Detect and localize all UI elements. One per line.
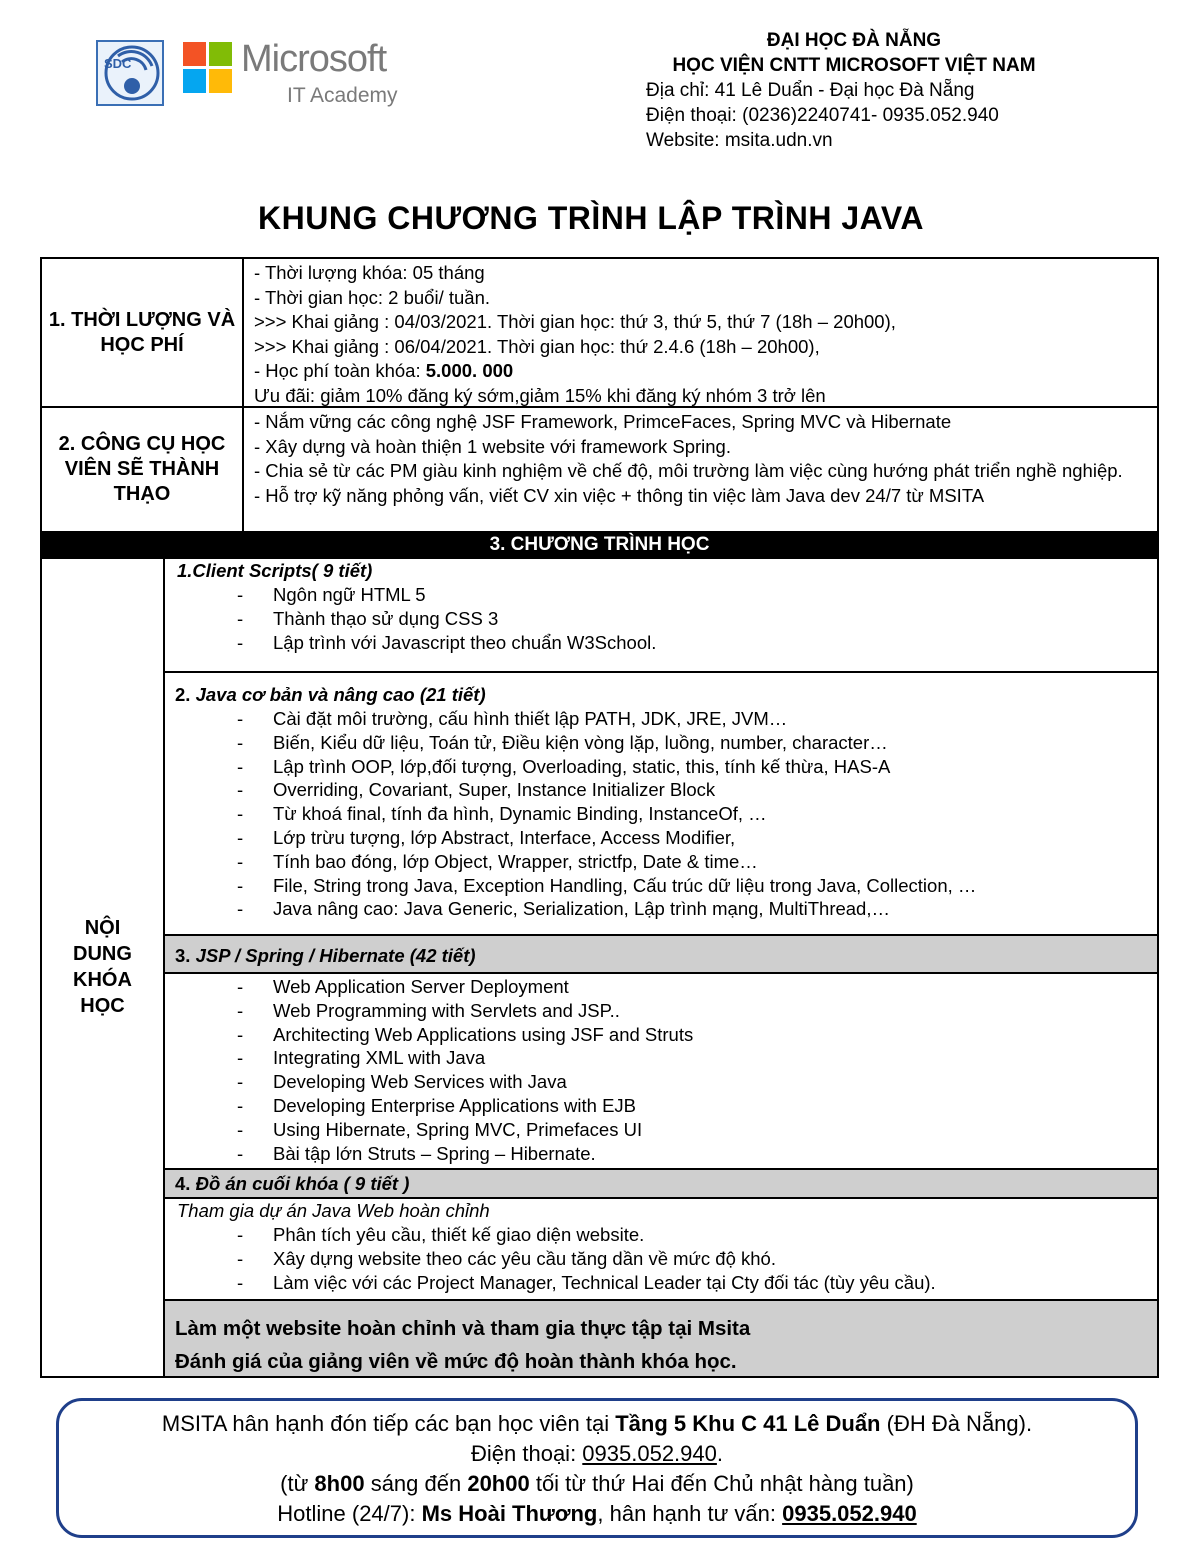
opening-line-1: >>> Khai giảng : 04/03/2021. Thời gian học: thứ 3, thứ 5, thứ 7 (18h – 20h00), [254,311,896,332]
skill-line-3: - Chia sẻ từ các PM giàu kinh nghiệm về chế độ, môi trường làm việc cùng hướng phát triển nghề nghiệp. [254,460,1123,481]
list-item: - Ngôn ngữ HTML 5 [237,584,426,605]
section3-header: 3. CHƯƠNG TRÌNH HỌC [40,531,1159,559]
fee-value: 5.000. 000 [425,360,514,381]
module-jsp-spring [165,972,1157,1168]
list-item: - Developing Web Services with Java [237,1071,567,1093]
sdc-text: SDC [104,56,132,71]
list-item: - Integrating XML with Java [237,1047,486,1069]
list-item: - Xây dựng website theo các yêu cầu tăng dần về mức độ khó. [237,1247,776,1269]
fee-label: - Học phí toàn khóa: [254,360,426,381]
list-item: - Using Hibernate, Spring MVC, Primefaces UI [237,1118,643,1140]
module3-title: 3. JSP / Spring / Hibernate (42 tiết) [175,945,476,966]
phone-line: Điện thoại: (0236)2240741- 0935.052.940 [646,105,999,126]
module-java-core [165,671,1157,934]
list-item: - Developing Enterprise Applications with EJB [237,1094,636,1116]
module4-title: 4. Đồ án cuối khóa ( 9 tiết ) [175,1173,410,1194]
opening-line-2: >>> Khai giảng : 06/04/2021. Thời gian học: thứ 2.4.6 (18h – 20h00), [254,335,820,357]
contact-box [56,1398,1138,1538]
module4-intro: Tham gia dự án Java Web hoàn chỉnh [177,1200,490,1221]
module4-title-row [165,1168,1157,1197]
website-line: Website: msita.udn.vn [646,130,833,151]
curriculum-side-label: NỘI DUNG KHÓA HỌC [42,557,165,1376]
skill-line-4: - Hỗ trợ kỹ năng phỏng vấn, viết CV xin việc + thông tin việc làm Java dev 24/7 từ MSITA [254,484,985,506]
phone-link[interactable]: 0935.052.940 [582,1441,717,1466]
section2-label: 2. CÔNG CỤ HỌC VIÊN SẼ THÀNH THẠO [42,408,244,531]
address-line: Địa chỉ: 41 Lê Duẩn - Đại học Đà Nẵng [646,80,975,101]
list-item: - Java nâng cao: Java Generic, Serialization, Lập trình mạng, MultiThread,… [237,898,890,920]
module-final-project [165,1197,1157,1299]
section-duration-fee [40,257,1159,408]
list-item: - Lập trình với Javascript theo chuẩn W3School. [237,631,657,653]
academy-name: HỌC VIỆN CNTT MICROSOFT VIỆT NAM [672,55,1036,76]
list-item: - Làm việc với các Project Manager, Technical Leader tại Cty đối tác (tùy yêu cầu). [237,1271,936,1293]
final-outcome-1: Làm một website hoàn chỉnh và tham gia thực tập tại Msita [175,1317,751,1340]
list-item: - Lớp trừu tượng, lớp Abstract, Interface, Access Modifier, [237,826,736,848]
skill-line-2: - Xây dựng và hoàn thiện 1 website với framework Spring. [254,435,731,457]
list-item: - Biến, Kiểu dữ liệu, Toán tử, Điều kiện vòng lặp, luồng, number, character… [237,731,888,753]
list-item: - Tính bao đóng, lớp Object, Wrapper, strictfp, Date & time… [237,850,758,872]
microsoft-logo [183,38,403,114]
list-item: - Cài đặt môi trường, cấu hình thiết lập PATH, JDK, JRE, JVM… [237,708,788,729]
list-item: - Thành thạo sử dụng CSS 3 [237,607,499,629]
module2-list [165,707,1157,921]
fee-line [254,359,1157,384]
module4-list [165,1223,1157,1294]
schedule-line: - Thời gian học: 2 buổi/ tuần. [254,286,490,308]
contact-hours-line: (từ 8h00 sáng đến 20h00 tối từ thứ Hai đến Chủ nhật hàng tuần) [280,1471,914,1496]
list-item: - Bài tập lớn Struts – Spring – Hibernate. [237,1142,596,1164]
list-item: - File, String trong Java, Exception Handling, Cấu trúc dữ liệu trong Java, Collection, … [237,874,977,896]
list-item: - Architecting Web Applications using JSF and Struts [237,1023,694,1045]
module1-title: 1.Client Scripts( 9 tiết) [177,560,373,581]
list-item: - Lập trình OOP, lớp,đối tượng, Overloading, static, this, tính kế thừa, HAS-A [237,755,891,777]
duration-line: - Thời lượng khóa: 05 tháng [254,262,485,283]
list-item: - Phân tích yêu cầu, thiết kế giao diện website. [237,1224,645,1245]
sdc-logo [96,40,164,106]
section1-label: 1. THỜI LƯỢNG VÀ HỌC PHÍ [42,259,244,406]
hotline-line: Hotline (24/7): Ms Hoài Thương, hân hạnh tư vấn: 0935.052.940 [277,1501,917,1526]
section2-content [244,410,1157,508]
discount-line: Ưu đãi: giảm 10% đăng ký sớm,giảm 15% khi đăng ký nhóm 3 trở lên [254,384,826,406]
section1-content [244,261,1157,408]
list-item: - Từ khoá final, tính đa hình, Dynamic Binding, InstanceOf, … [237,803,767,825]
list-item: - Web Application Server Deployment [237,976,569,997]
sdc-emblem-icon [98,42,162,104]
hotline-phone-link[interactable]: 0935.052.940 [782,1501,917,1526]
it-academy-wordmark: IT Academy [287,84,398,107]
module2-title: 2. Java cơ bản và nâng cao (21 tiết) [175,684,486,705]
organization-info [646,28,1062,153]
section-skills [40,406,1159,533]
final-outcome-2: Đánh giá của giảng viên về mức độ hoàn thành khóa học. [175,1350,737,1373]
module3-title-row [165,934,1157,972]
university-name: ĐẠI HỌC ĐÀ NẴNG [766,30,942,51]
windows-icon [183,42,233,94]
list-item: - Web Programming with Servlets and JSP.. [237,999,620,1021]
final-outcome-block [165,1299,1157,1376]
page-title: KHUNG CHƯƠNG TRÌNH LẬP TRÌNH JAVA [258,200,924,236]
section-curriculum [40,557,1159,1378]
contact-address-line: MSITA hân hạnh đón tiếp các bạn học viên tại Tầng 5 Khu C 41 Lê Duẩn (ĐH Đà Nẵng). [161,1411,1033,1436]
microsoft-wordmark: Microsoft [241,38,387,80]
skill-line-1: - Nắm vững các công nghệ JSF Framework, PrimceFaces, Spring MVC và Hibernate [254,411,952,432]
module-client-scripts [165,557,1157,671]
module3-list [165,975,1157,1165]
module1-list [165,583,1157,654]
contact-phone-line: Điện thoại: 0935.052.940. [471,1441,723,1466]
list-item: - Overriding, Covariant, Super, Instance Initializer Block [237,779,716,801]
